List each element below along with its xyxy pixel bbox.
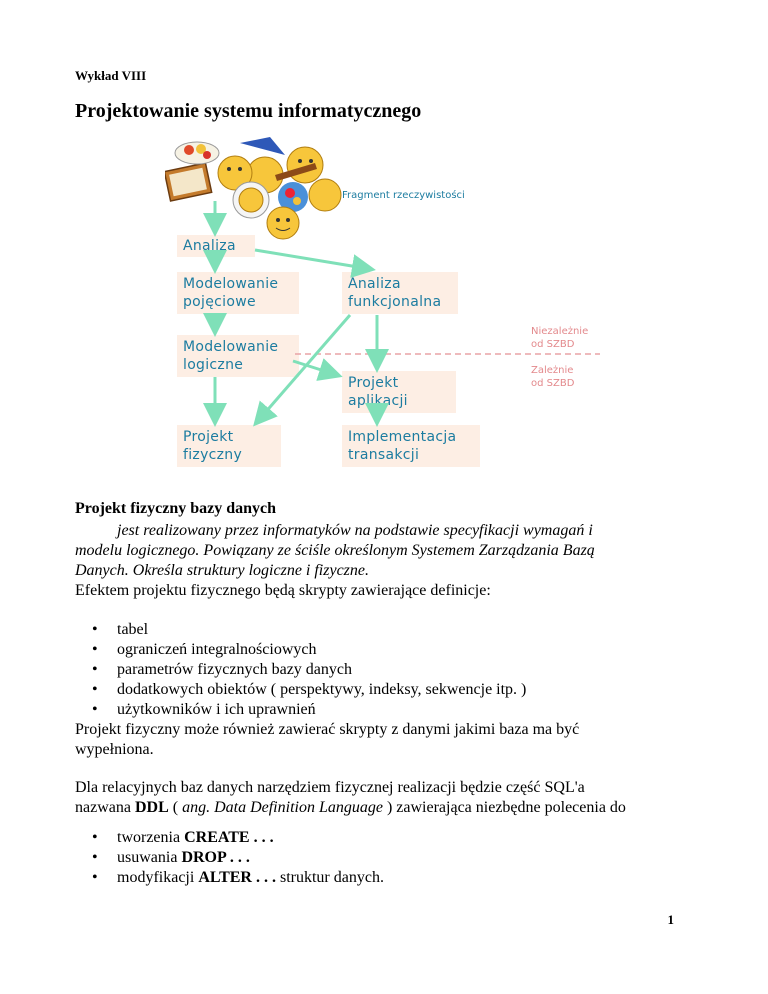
ddl-commands-list (75, 828, 384, 888)
ddl-line-2 (75, 798, 695, 818)
definitions-list (75, 620, 526, 720)
list-item (75, 868, 384, 888)
definition-text: parametrów fizycznych bazy danych (117, 661, 352, 678)
intro-italic-2: modelu logicznego. Powiązany ze ściśle określonym Systemem Zarządzania Bazą (75, 542, 595, 559)
ddl-text: ( (168, 799, 183, 816)
list-item (75, 620, 526, 640)
modelowanie-pojeciowe-label-2: pojęciowe (183, 294, 256, 310)
bullet-icon: • (92, 701, 98, 718)
projekt-fizyczny-label-2: fizyczny (183, 447, 243, 463)
diagram-arrows (165, 135, 605, 470)
projekt-aplikacji-label-1: Projekt (348, 375, 399, 391)
analiza-funkcjonalna-label-2: funkcjonalna (348, 294, 442, 310)
bullet-icon: • (92, 869, 98, 886)
projekt-aplikacji-label-2: aplikacji (348, 393, 408, 409)
bullet-icon: • (92, 829, 98, 846)
sql-keyword: CREATE . . . (184, 829, 274, 846)
sql-keyword: DROP . . . (181, 849, 250, 866)
command-text: modyfikacji (117, 869, 199, 886)
list-item (75, 828, 384, 848)
bullet-icon: • (92, 621, 98, 638)
modelowanie-logiczne-label-1: Modelowanie (183, 339, 279, 355)
list-item (75, 660, 526, 680)
list-item (75, 680, 526, 700)
definition-text: ograniczeń integralnościowych (117, 641, 317, 658)
ddl-text: nazwana (75, 799, 135, 816)
page-title: Projektowanie systemu informatycznego (75, 100, 422, 122)
command-text: struktur danych. (275, 869, 384, 886)
effect-line: Efektem projektu fizycznego będą skrypty zawierające definicje: (75, 582, 491, 599)
ddl-text: ) zawierająca niezbędne polecenia do (382, 799, 626, 816)
projekt-fizyczny-label-1: Projekt (183, 429, 234, 445)
reality-fragment-caption: Fragment rzeczywistości (342, 190, 465, 201)
definition-text: użytkowników i ich uprawnień (117, 701, 316, 718)
intro-italic-3: Danych. Określa struktury logiczne i fizyczne. (75, 562, 370, 579)
analiza-label: Analiza (183, 238, 236, 254)
command-text: usuwania (117, 849, 182, 866)
ddl-line-1: Dla relacyjnych baz danych narzędziem fizycznej realizacji będzie część SQL'a (75, 779, 585, 796)
scripts-line-2: wypełniona. (75, 741, 154, 758)
bullet-icon: • (92, 681, 98, 698)
ddl-english-name: ang. Data Definition Language (182, 799, 383, 816)
niezaleznie-label-1: Niezależnie (531, 326, 589, 337)
bullet-icon: • (92, 641, 98, 658)
command-text: tworzenia (117, 829, 185, 846)
list-item (75, 700, 526, 720)
implementacja-label-1: Implementacja (348, 429, 457, 445)
modelowanie-pojeciowe-label-1: Modelowanie (183, 276, 279, 292)
ddl-keyword: DDL (134, 799, 169, 816)
analiza-funkcjonalna-label-1: Analiza (348, 276, 401, 292)
sql-keyword: ALTER . . . (198, 869, 276, 886)
definition-text: dodatkowych obiektów ( perspektywy, indeksy, sekwencje itp. ) (117, 681, 527, 698)
niezaleznie-label-2: od SZBD (531, 339, 575, 350)
page-number: 1 (667, 912, 674, 927)
list-item (75, 848, 384, 868)
scripts-line-1: Projekt fizyczny może również zawierać skrypty z danymi jakimi baza ma być (75, 721, 580, 738)
zaleznie-label-1: Zależnie (531, 365, 574, 376)
bullet-icon: • (92, 661, 98, 678)
zaleznie-label-2: od SZBD (531, 378, 575, 389)
implementacja-label-2: transakcji (348, 447, 420, 463)
design-process-diagram (165, 135, 605, 470)
bullet-icon: • (92, 849, 98, 866)
lecture-header: Wykład VIII (75, 68, 147, 83)
modelowanie-logiczne-label-2: logiczne (183, 357, 244, 373)
list-item (75, 640, 526, 660)
section-title: Projekt fizyczny bazy danych (75, 500, 277, 517)
definition-text: tabel (117, 621, 149, 638)
intro-italic-1: jest realizowany przez informatyków na podstawie specyfikacji wymagań i (117, 522, 593, 539)
